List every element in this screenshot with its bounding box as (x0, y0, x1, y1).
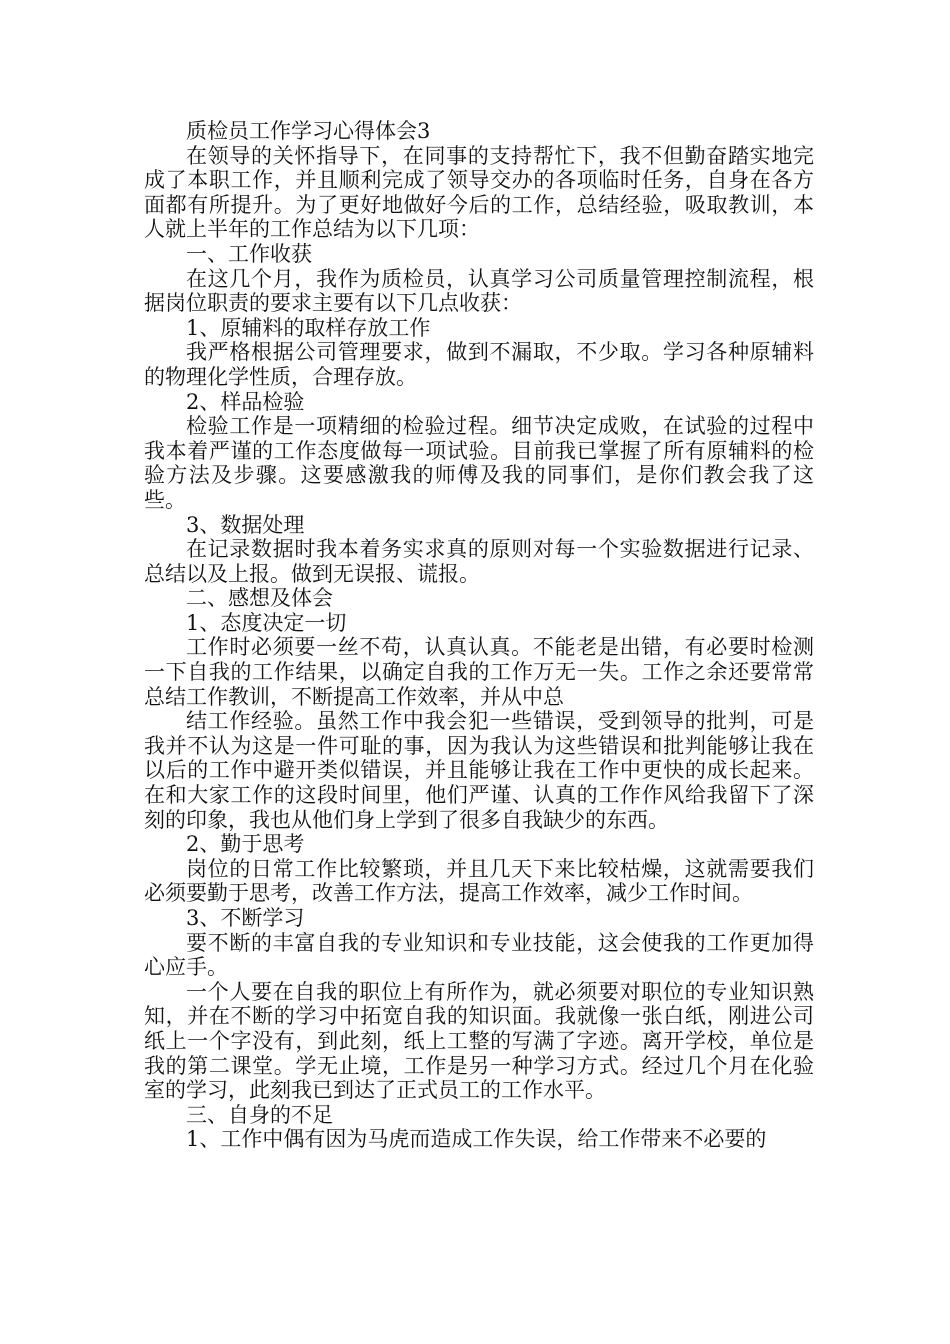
heading-reflections: 二、感想及体会 (186, 586, 333, 611)
paragraph-data-processing: 在记录数据时我本着务实求真的原则对每一个实验数据进行记录、总结以及上报。做到无误报、谎报。 (144, 537, 814, 586)
paragraph-learning: 要不断的丰富自我的专业知识和专业技能，这会使我的工作更加得心应手。 (144, 930, 814, 980)
paragraph-intro: 在领导的关怀指导下，在同事的支持帮忙下，我不但勤奋踏实地完成了本职工作，并且顺利完成了领导交办的各项临时任务，自身在各方面都有所提升。为了更好地做好今后的工作，总结经验，吸取教训，本人就上半年的工作总结为以下几项： (144, 143, 814, 242)
heading-work-gains: 一、工作收获 (186, 241, 312, 266)
heading-shortcomings: 三、自身的不足 (186, 1102, 333, 1127)
subheading-sampling: 1、原辅料的取样存放工作 (186, 315, 431, 340)
subheading-learning: 3、不断学习 (186, 906, 305, 930)
subheading-attitude: 1、态度决定一切 (186, 610, 347, 635)
paragraph-learning-continued: 一个人要在自我的职位上有所作为，就必须要对职位的专业知识熟知，并在不断的学习中拓宽自我的知识面。我就像一张白纸，刚进公司纸上一个字没有，到此刻，纸上工整的写满了字迹。离开学校，单位是我的第二课堂。学无止境，工作是另一种学习方式。经过几个月在化验室的学习，此刻我已到达了正式员工的工作水平。 (144, 979, 814, 1103)
paragraph-sampling: 我严格根据公司管理要求，做到不漏取，不少取。学习各种原辅料的物理化学性质，合理存放。 (144, 340, 814, 389)
document-title: 质检员工作学习心得体会3 (186, 119, 431, 143)
paragraph-shortcomings: 1、工作中偶有因为马虎而造成工作失误，给工作带来不必要的 (186, 1127, 767, 1152)
paragraph-sample-inspection: 检验工作是一项精细的检验过程。细节决定成败，在试验的过程中我本着严谨的工作态度做每一项试验。目前我已掌握了所有原辅料的检验方法及步骤。这要感激我的师傅及我的同事们，是你们教会我了这些。 (144, 414, 814, 512)
paragraph-gains-intro: 在这几个月，我作为质检员，认真学习公司质量管理控制流程，根据岗位职责的要求主要有以下几点收获： (144, 266, 814, 316)
subheading-sample-inspection: 2、样品检验 (186, 389, 305, 414)
paragraph-attitude-continued: 结工作经验。虽然工作中我会犯一些错误，受到领导的批判，可是我并不认为这是一件可耻的事，因为我认为这些错误和批判能够让我在以后的工作中避开类似错误，并且能够让我在工作中更快的成长起来。在和大家工作的这段时间里，他们严谨、认真的工作作风给我留下了深刻的印象，我也从他们身上学到了很多自我缺少的东西。 (144, 709, 814, 832)
paragraph-attitude: 工作时必须要一丝不苟，认真认真。不能老是出错，有必要时检测一下自我的工作结果，以确定自我的工作万无一失。工作之余还要常常总结工作教训，不断提高工作效率，并从中总 (144, 635, 814, 709)
subheading-data-processing: 3、数据处理 (186, 512, 305, 537)
paragraph-thinking: 岗位的日常工作比较繁琐，并且几天下来比较枯燥，这就需要我们必须要勤于思考，改善工作方法，提高工作效率，减少工作时间。 (144, 856, 814, 906)
document-body (144, 119, 814, 1152)
subheading-thinking: 2、勤于思考 (186, 832, 305, 857)
